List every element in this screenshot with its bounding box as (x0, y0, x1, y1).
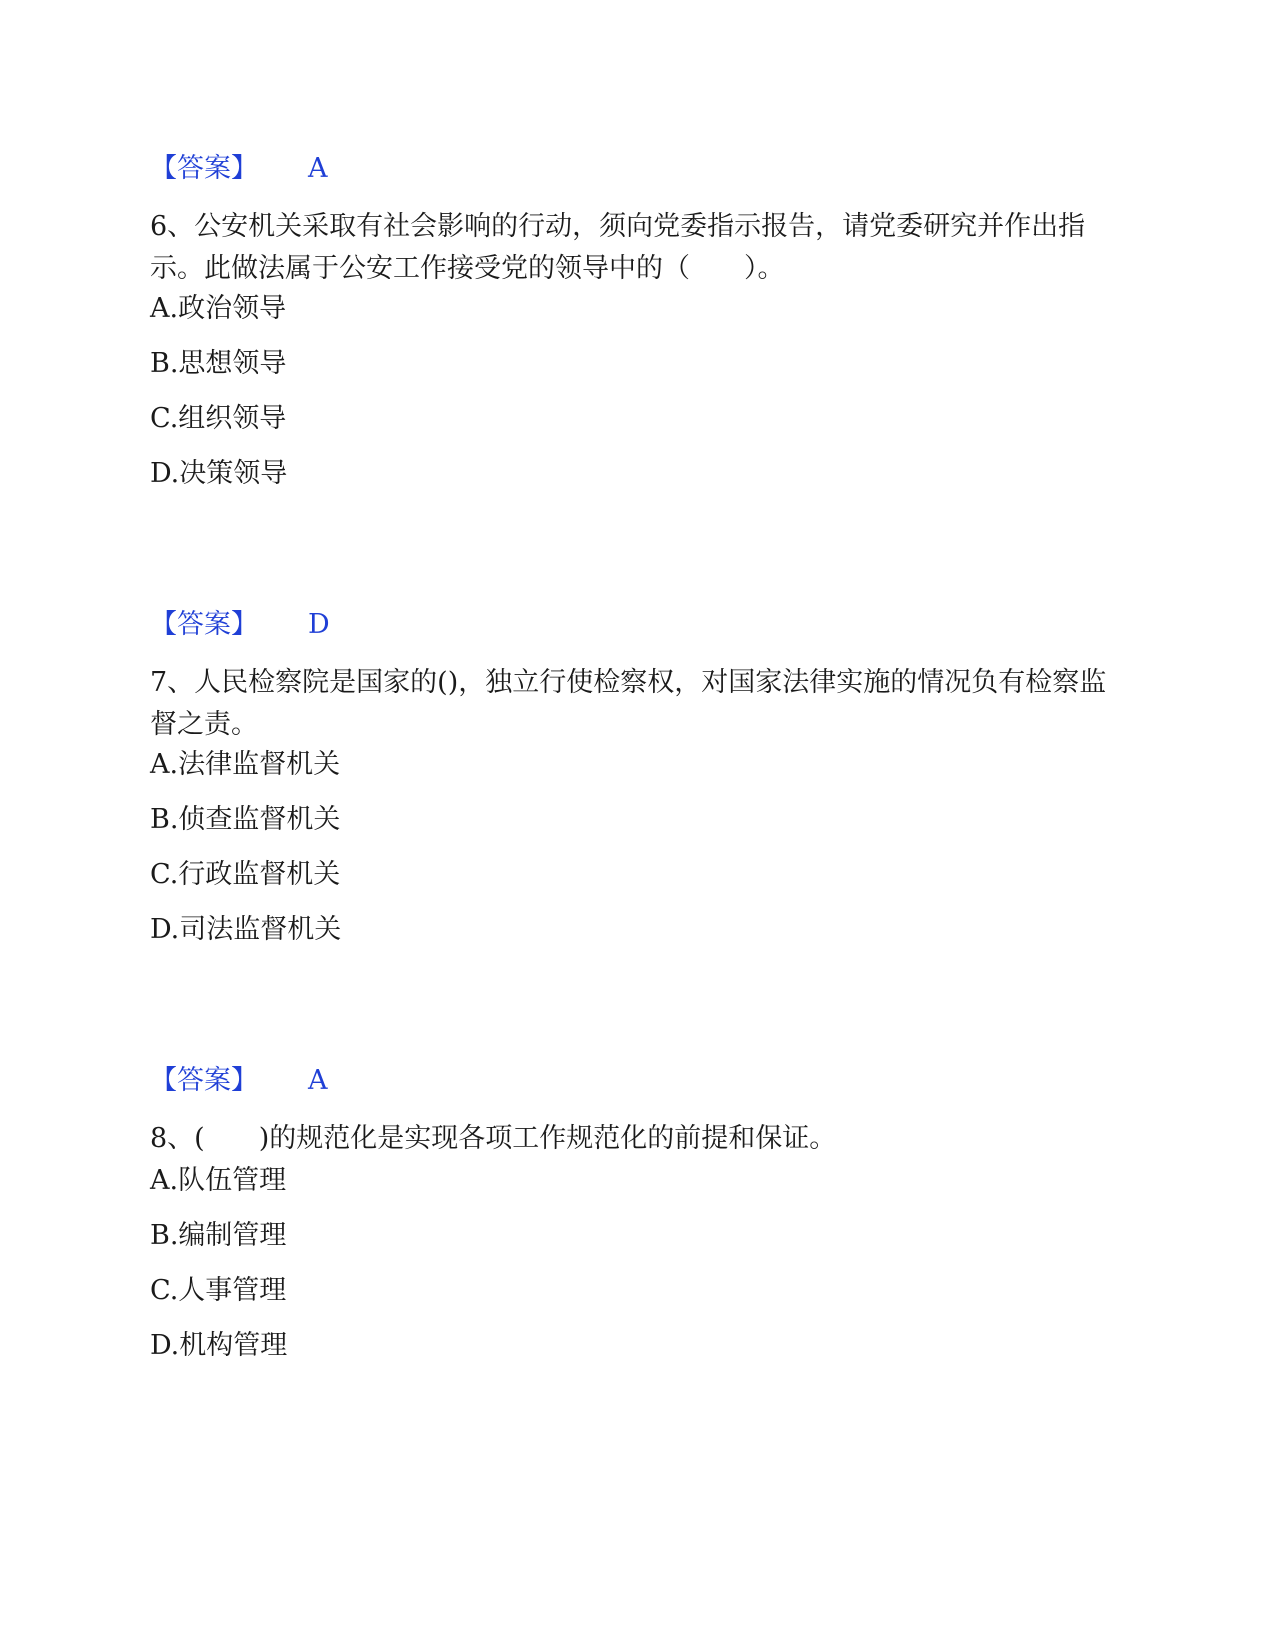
answer-letter: A (308, 1065, 328, 1096)
option-d: D.司法监督机关 (150, 914, 342, 945)
option-c: C.人事管理 (150, 1275, 287, 1306)
option-b: B.思想领导 (150, 348, 287, 379)
answer-label: 【答案】 (150, 609, 258, 640)
option-a: A.法律监督机关 (150, 749, 341, 780)
question-text: 6、公安机关采取有社会影响的行动，须向党委指示报告，请党委研究并作出指示。此做法属于公安工作接受党的领导中的（ ）。 (150, 211, 1086, 284)
answer-label: 【答案】 (150, 1065, 258, 1096)
option-b: B.侦查监督机关 (150, 804, 341, 835)
option-c: C.组织领导 (150, 403, 287, 434)
option-b: B.编制管理 (150, 1220, 287, 1251)
answer-line (150, 607, 330, 643)
option-c: C.行政监督机关 (150, 859, 341, 890)
answer-label: 【答案】 (150, 153, 258, 184)
answer-line (150, 1063, 328, 1099)
answer-line (150, 151, 328, 187)
option-a: A.政治领导 (150, 293, 287, 324)
option-a: A.队伍管理 (150, 1165, 287, 1196)
answer-letter: D (308, 609, 330, 640)
option-d: D.机构管理 (150, 1330, 288, 1361)
answer-letter: A (308, 153, 328, 184)
question-text: 8、( )的规范化是实现各项工作规范化的前提和保证。 (150, 1123, 837, 1154)
option-d: D.决策领导 (150, 458, 288, 489)
question-text: 7、人民检察院是国家的()，独立行使检察权，对国家法律实施的情况负有检察监督之责。 (150, 667, 1107, 740)
